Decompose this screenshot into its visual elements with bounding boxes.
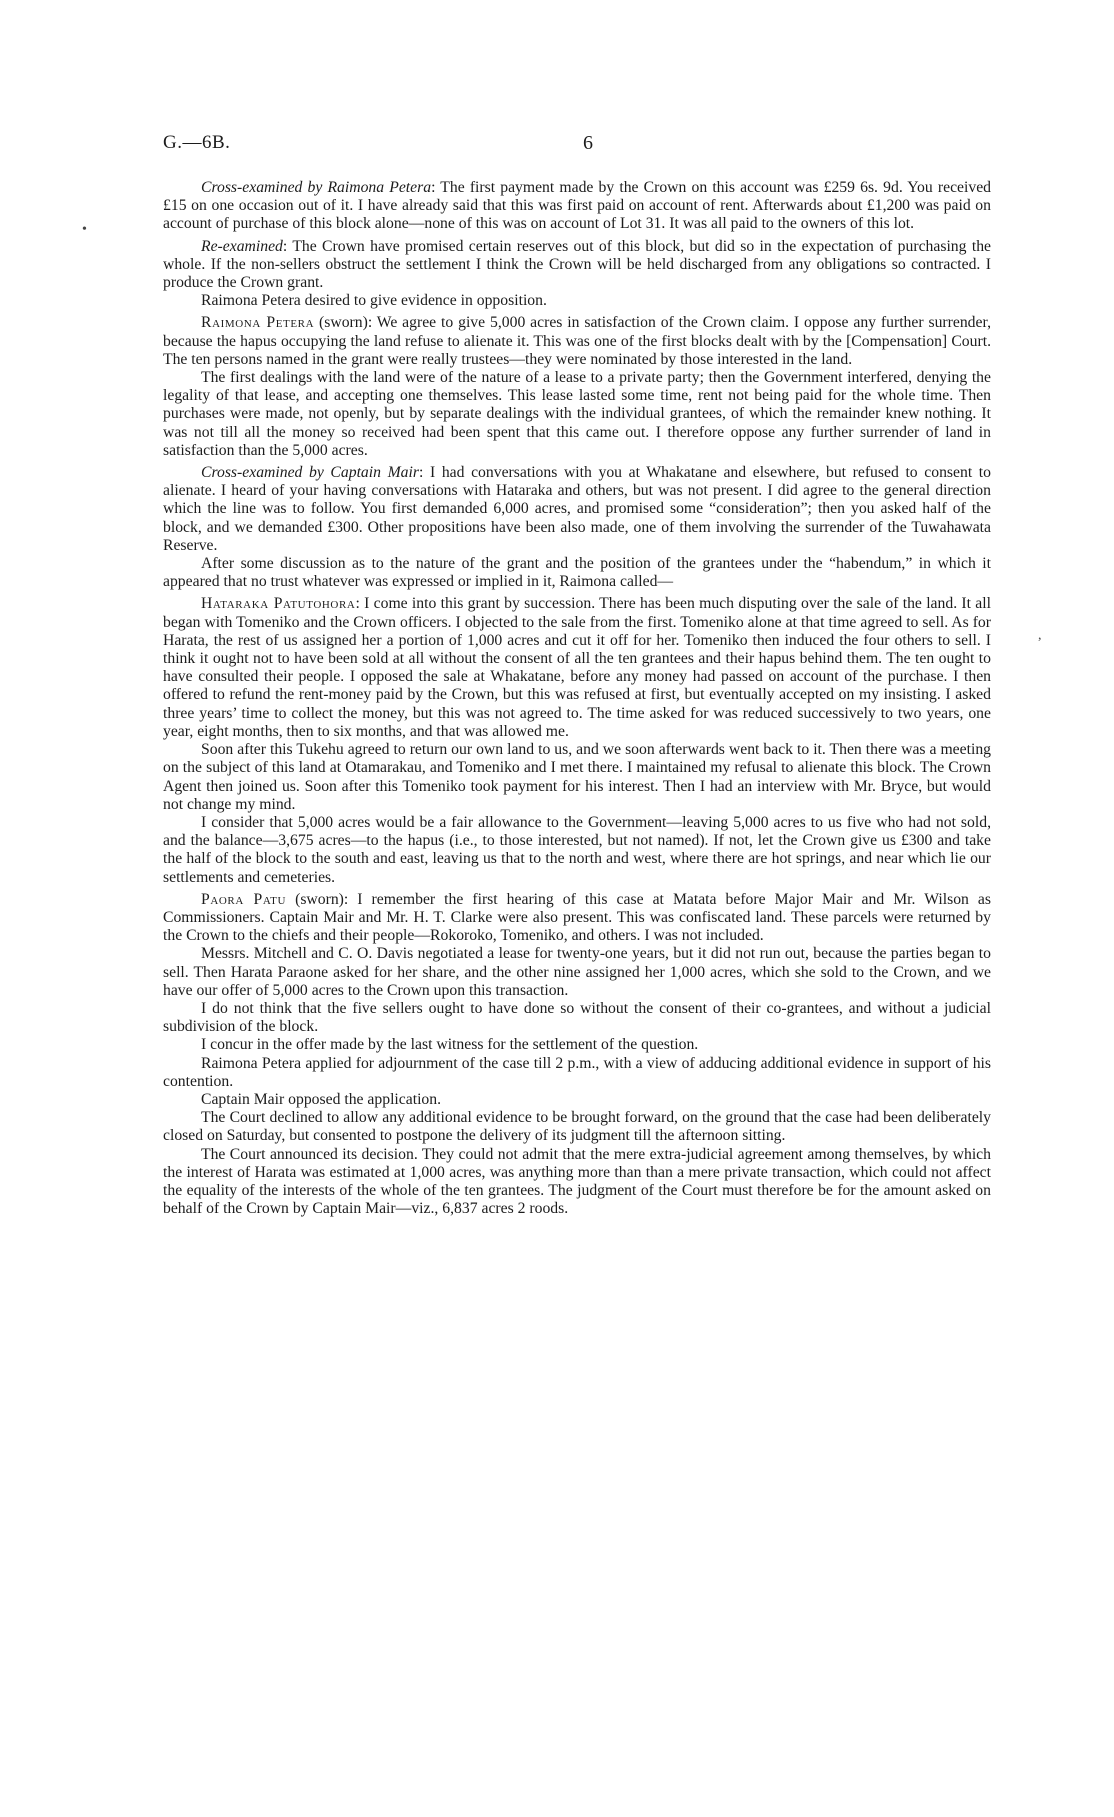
document-reference: G.—6B. — [163, 132, 231, 153]
paragraph-text: I concur in the offer made by the last witness for the settlement of the question. — [201, 1036, 699, 1054]
paragraph-concur — [163, 1036, 991, 1054]
margin-comma: , — [1038, 628, 1042, 643]
paragraph-text: The first payment made by the Crown on this account was £259 6s. 9d. You received £15 on one occasion out of it. I have already said that this was first paid on account of rent. Afterwards about £1,200 was paid on account of purchase of this block alone—none of this was on account of Lot 31. It was all paid to the owners of this lot. — [163, 179, 992, 233]
paragraph-text: Raimona Petera desired to give evidence in opposition. — [201, 292, 547, 310]
paragraph-lead: Re-examined — [201, 237, 283, 255]
paragraph-text: The first dealings with the land were of the nature of a lease to a private party; then the Government interfered, denying the legality of that lease, and accepting one themselves. This lease lasted some time, rent not being paid for the whole time. Then purchases were made, not openly, but by separate dealings with the individual grantees, of which the remainder knew nothing. It was not till all the money so received had been spent that this came out. I therefore oppose any further surrender of land in satisfaction than the 5,000 acres. — [163, 369, 991, 459]
paragraph-tukehu — [163, 741, 991, 814]
paragraph-lead: Paora Patu — [201, 890, 287, 908]
paragraph-text: The Court announced its decision. They could not admit that the mere extra-judicial agreement among themselves, by which the interest of Harata was estimated at 1,000 acres, was anything more than than a mere private transaction, which could not affect the equality of the interests of the whole of the ten grantees. The judgment of the Court must therefore be for the amount asked on behalf of the Crown by Captain Mair—viz., 6,837 acres 2 roods. — [163, 1145, 991, 1218]
paragraph-text: The Crown have promised certain reserves out of this block, but did so in the expectation of purchasing the whole. If the non-sellers obstruct the settlement I think the Crown will be held discharged from any obligations so contracted. I produce the Crown grant. — [163, 237, 991, 292]
paragraph-separator: : — [355, 595, 365, 613]
paragraph-court-declined — [163, 1109, 991, 1145]
paragraph-lead: Cross-examined by Raimona Petera — [201, 179, 432, 196]
paragraph-fair-allowance — [163, 814, 991, 887]
paragraph-text: I do not think that the five sellers ought to have done so without the consent of their co-grantees, and without a judicial subdivision of the block. — [163, 999, 991, 1036]
paragraph-text: Raimona Petera applied for adjournment of the case till 2 p.m., with a view of adducing additional evidence in support of his contention. — [163, 1054, 991, 1090]
paragraph-re-examined — [163, 238, 991, 293]
paragraph-text: I consider that 5,000 acres would be a fair allowance to the Government—leaving 5,000 acres to us five who had not sold, and the balance—3,675 acres—to the hapus (i.e., to those interested, but not named). If not, let the Crown give us £300 and take the half of the block to the south and east, leaving us that to the north and west, where there are hot springs, and near which lie our settlements and cemeteries. — [163, 813, 991, 886]
paragraph-first-dealings — [163, 369, 991, 460]
paragraph-raimona-petera-sworn — [163, 314, 991, 369]
paragraph-habendum — [163, 555, 991, 591]
paragraph-separator: : — [431, 179, 441, 196]
margin-dot: • — [82, 222, 87, 237]
paragraph-text: I had conversations with you at Whakatane and elsewhere, but refused to consent to alienate. I heard of your having conversations with Hataraka and others, but was not present. I did agree to the general direction which the line was to follow. You first demanded 6,000 acres, and promised some “consideration”; then you asked half of the block, and we demanded £300. Other propositions have been also made, one of them involving the surrender of the Tuwahawata Reserve. — [163, 464, 992, 554]
paragraph-text: Messrs. Mitchell and C. O. Davis negotiated a lease for twenty-one years, but it did not run out, because the parties began to sell. Then Harata Paraone asked for her share, and the other nine assigned her 1,000 acres, which she sold to the Crown, and we have our offer of 5,000 acres to the Crown upon this transaction. — [163, 945, 991, 999]
paragraph-cross-examined-mair — [163, 464, 991, 555]
paragraph-mitchell-davis — [163, 945, 991, 1000]
paragraph-lead: Raimona Petera — [201, 314, 315, 332]
paragraph-separator: : — [418, 464, 430, 482]
page-number: 6 — [583, 132, 593, 154]
paragraph-lead: Cross-examined by Captain Mair — [201, 464, 419, 482]
paragraph-separator: : — [282, 237, 293, 255]
page-header — [163, 132, 991, 162]
paragraph-lead: Hataraka Patutohora — [201, 595, 356, 613]
paragraph-paora-patu — [163, 891, 991, 946]
paragraph-hataraka-patutohora — [163, 595, 991, 741]
paragraph-adjournment — [163, 1055, 991, 1091]
paragraph-text: Soon after this Tukehu agreed to return our own land to us, and we soon afterwards went back to it. Then there was a meeting on the subject of this land at Otamarakau, and Tomeniko and I met there. I maintained my refusal to alienate this block. The Crown Agent then joined us. Soon after this Tomeniko took payment for his interest. Then I had an interview with Mr. Bryce, but would not change my mind. — [163, 741, 991, 813]
paragraph-mair-opposed — [163, 1091, 991, 1109]
paragraph-text: I come into this grant by succession. There has been much disputing over the sale of the land. It all began with Tomeniko and the Crown officers. I objected to the sale from the first. Tomeniko alone at that time agreed to sell. As for Harata, the rest of us assigned her a portion of 1,000 acres and cut it off for her. Tomeniko then induced the four others to sell. I think it ought not to have been sold at all without the consent of all the ten grantees and their hapus behind them. The ten ought to have consulted their people. I opposed the sale at Whakatane, before any money had passed on account of the purchase. I then offered to refund the rent-money paid by the Crown, but this was refused at first, but eventually accepted on my insisting. I asked three years’ time to collect the money, but this was not agreed to. The time asked for was reduced successively to two years, one year, eight months, then to six months, and that was allowed me. — [163, 595, 991, 740]
paragraph-five-sellers — [163, 1000, 991, 1036]
paragraph-text: (sworn): I remember the first hearing of this case at Matata before Major Mair and Mr. Wilson as Commissioners. Captain Mair and Mr. H. T. Clarke were also present. This was confiscated land. These parcels were returned by the Crown to the chiefs and their people—Rokoroko, Tomeniko, and others. I was not included. — [163, 890, 991, 945]
document-body — [163, 179, 991, 1218]
paragraph-text: Captain Mair opposed the application. — [201, 1090, 442, 1108]
paragraph-text: The Court declined to allow any additional evidence to be brought forward, on the ground that the case had been deliberately closed on Saturday, but consented to postpone the delivery of its judgment till the afternoon sitting. — [163, 1109, 991, 1145]
paragraph-separator — [286, 891, 295, 908]
paragraph-raimona-desired — [163, 292, 991, 310]
paragraph-text: (sworn): We agree to give 5,000 acres in satisfaction of the Crown claim. I oppose any further surrender, because the hapus occupying the land refuse to alienate it. This was one of the first blocks dealt with by the [Compensation] Court. The ten persons named in the grant were really trustees—they were nominated by those interested in the land. — [163, 314, 991, 368]
paragraph-text: After some discussion as to the nature of the grant and the position of the grantees under the “habendum,” in which it appeared that no trust whatever was expressed or implied in it, Raimona called— — [163, 555, 991, 591]
paragraph-cross-examined-raimona — [163, 179, 991, 234]
paragraph-court-decision — [163, 1146, 991, 1219]
